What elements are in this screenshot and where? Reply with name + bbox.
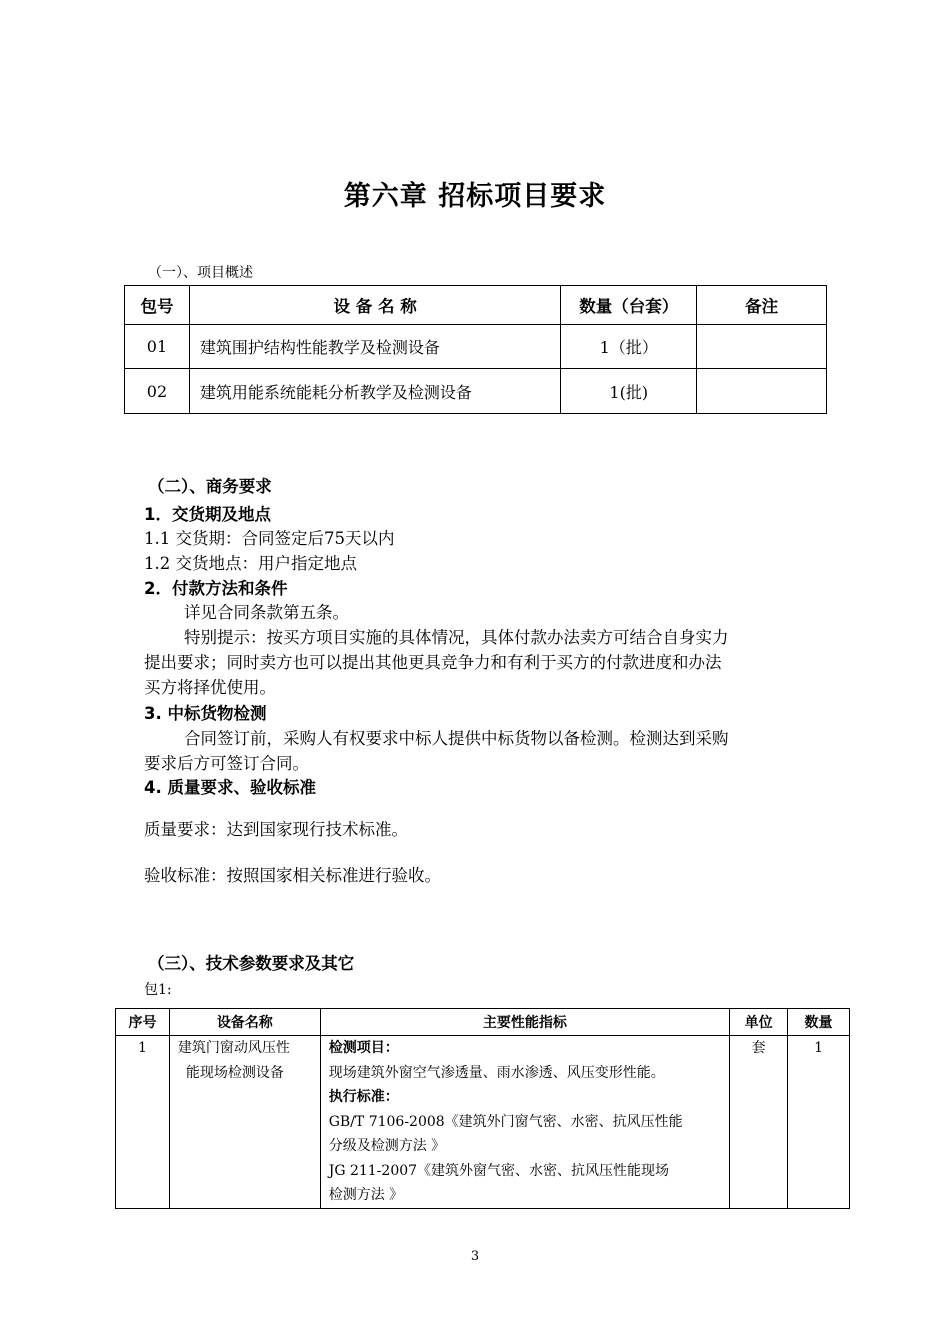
tech-spec-table [115, 1008, 850, 1209]
equipment-name-cell: 建筑围护结构性能教学及检测设备 [189, 325, 560, 369]
quantity-cell: 1（批） [561, 325, 697, 369]
standard-line: GB/T 7106-2008《建筑外门窗气密、水密、抗风压性能 [328, 1113, 683, 1130]
payment-note-line-3: 买方将择优使用。 [144, 678, 276, 697]
overview-caption: （一）、项目概述 [148, 265, 253, 281]
section-3-title: 3. 中标货物检测 [144, 704, 267, 723]
header-device-name: 设备名称 [169, 1009, 320, 1036]
header-performance: 主要性能指标 [320, 1009, 729, 1036]
unit-cell: 套 [730, 1036, 788, 1209]
section-1-title: 1．交货期及地点 [144, 505, 271, 524]
header-quantity: 数量（台套） [561, 286, 697, 325]
remark-cell [697, 325, 827, 369]
table-row [116, 1036, 850, 1209]
overview-header-row [125, 286, 827, 325]
header-serial: 序号 [116, 1009, 170, 1036]
standard-line: 分级及检测方法 》 [328, 1138, 446, 1154]
tech-heading: （三）、技术参数要求及其它 [148, 954, 355, 973]
header-unit: 单位 [730, 1009, 788, 1036]
standard-line: 检测方法 》 [328, 1187, 404, 1203]
business-heading: （二）、商务要求 [148, 477, 272, 496]
inspection-line-1: 合同签订前，采购人有权要求中标人提供中标货物以备检测。检测达到采购 [184, 729, 729, 748]
header-remark: 备注 [697, 286, 827, 325]
header-qty: 数量 [788, 1009, 850, 1036]
payment-note-line-2: 提出要求；同时卖方也可以提出其他更具竞争力和有利于买方的付款进度和办法 [144, 653, 722, 672]
remark-cell [697, 369, 827, 414]
payment-note-line-1: 特别提示：按买方项目实施的具体情况，具体付款办法卖方可结合自身实力 [184, 628, 729, 647]
section-2-title: 2．付款方法和条件 [144, 579, 288, 598]
qty-cell: 1 [788, 1036, 850, 1209]
package-no-cell: 02 [125, 369, 190, 414]
page-title: 第六章 招标项目要求 [343, 181, 607, 212]
section-4-title: 4. 质量要求、验收标准 [144, 778, 316, 797]
package-label: 包1: [144, 982, 172, 998]
page-number: 3 [470, 1249, 480, 1264]
quantity-cell: 1(批) [561, 369, 697, 414]
package-no-cell: 01 [125, 325, 190, 369]
device-name-line: 建筑门窗动风压性 [177, 1040, 290, 1056]
tech-header-row [116, 1009, 850, 1036]
quality-requirement: 质量要求：达到国家现行技术标准。 [144, 820, 408, 839]
standard-line: JG 211-2007《建筑外窗气密、水密、抗风压性能现场 [328, 1162, 670, 1179]
inspection-items-label: 检测项目： [328, 1040, 399, 1056]
delivery-location: 1.2 交货地点：用户指定地点 [144, 554, 357, 573]
payment-reference: 详见合同条款第五条。 [184, 603, 349, 622]
table-row [125, 369, 827, 414]
serial-cell: 1 [116, 1036, 170, 1209]
delivery-period: 1.1 交货期：合同签定后75天以内 [144, 529, 395, 548]
overview-table [124, 285, 827, 414]
table-row [125, 325, 827, 369]
device-name-line: 能现场检测设备 [185, 1064, 284, 1081]
equipment-name-cell: 建筑用能系统能耗分析教学及检测设备 [189, 369, 560, 414]
inspection-line-2: 要求后方可签订合同。 [144, 754, 309, 773]
performance-cell [320, 1036, 729, 1209]
header-package-no: 包号 [125, 286, 190, 325]
standards-label: 执行标准： [328, 1089, 399, 1105]
acceptance-standard: 验收标准：按照国家相关标准进行验收。 [144, 866, 441, 885]
inspection-items-text: 现场建筑外窗空气渗透量、雨水渗透、风压变形性能。 [328, 1064, 665, 1081]
header-equipment-name: 设 备 名 称 [189, 286, 560, 325]
device-name-cell [169, 1036, 320, 1209]
